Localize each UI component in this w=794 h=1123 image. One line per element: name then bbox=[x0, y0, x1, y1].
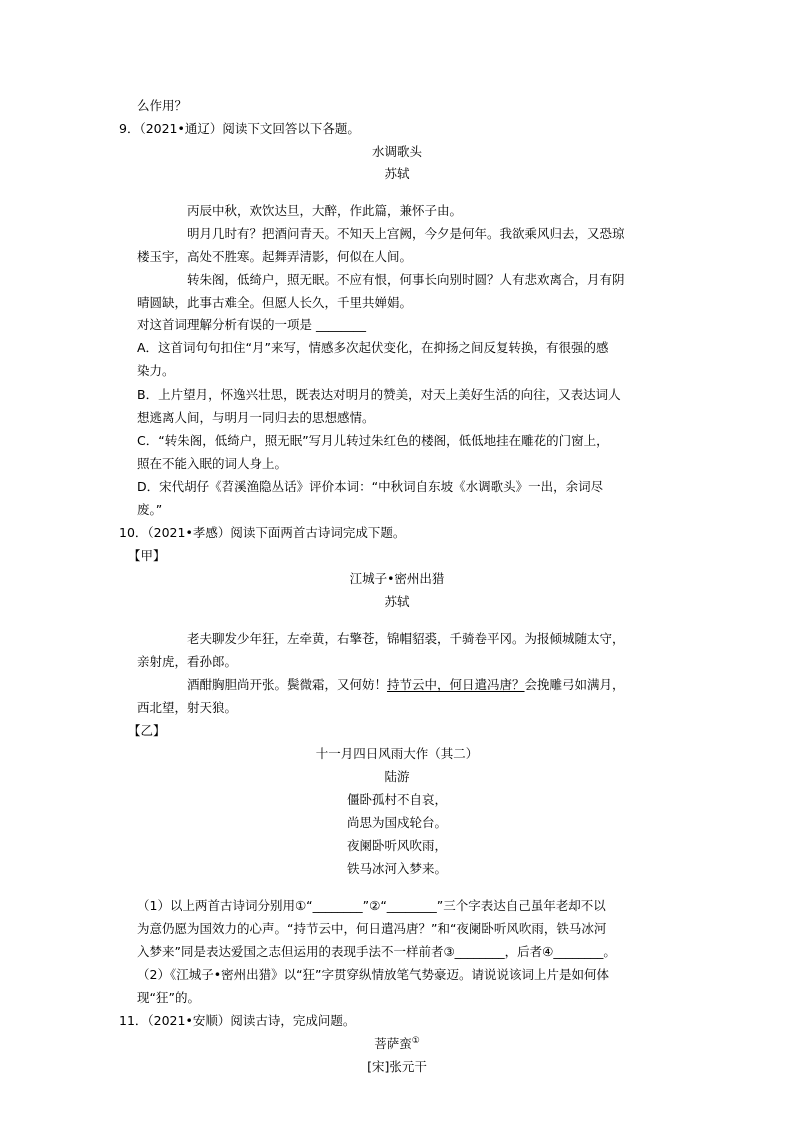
poem-title: 江城子•密州出猎 bbox=[349, 571, 445, 586]
sub-question-2: （2）《江城子•密州出猎》以“狂”字贯穿纵情放笔气势豪迈。请说说该词上片是如何体 bbox=[137, 967, 610, 982]
footnote-marker: ① bbox=[411, 1035, 420, 1046]
poem-title: 十一月四日风雨大作（其二） bbox=[315, 746, 479, 761]
question-11-heading: 11．（2021•安顺）阅读古诗，完成问题。 bbox=[119, 1013, 356, 1028]
question-9-heading: 9．（2021•通辽）阅读下文回答以下各题。 bbox=[119, 121, 360, 136]
poem-title bbox=[0, 1035, 794, 1051]
poem-title: 水调歌头 bbox=[371, 144, 422, 159]
option-b: B．上片望月，怀逸兴壮思，既表达对明月的赞美，对天上美好生活的向往，又表达词人 bbox=[137, 387, 621, 402]
option-a: A．这首词句句扣住“月”来写，情感多次起伏变化，在抑扬之间反复转换，有很强的感 bbox=[137, 340, 609, 355]
poem-line: 老夫聊发少年狂，左牵黄，右擎苍，锦帽貂裘，千骑卷平冈。为报倾城随太守， bbox=[187, 631, 625, 646]
question-10-heading: 10．（2021•孝感）阅读下面两首古诗词完成下题。 bbox=[119, 525, 406, 540]
poem-line: 西北望，射天狼。 bbox=[137, 700, 238, 715]
option-b-cont: 想逃离人间，与明月一同归去的思想感情。 bbox=[137, 410, 375, 425]
underlined-phrase: 持节云中，何日遣冯唐？ bbox=[387, 677, 525, 692]
poem-preface: 丙辰中秋，欢饮达旦，大醉，作此篇，兼怀子由。 bbox=[187, 203, 463, 218]
poem-line: 尚思为国戍轮台。 bbox=[346, 815, 447, 830]
sub-question-1-cont: 入梦来”同是表达爱国之志但运用的表现手法不一样前者③________，后者④________。 bbox=[137, 944, 616, 959]
poem-author: 苏轼 bbox=[384, 594, 410, 609]
poem-title-text: 菩萨蛮 bbox=[374, 1036, 412, 1051]
text-line: 么作用？ bbox=[137, 98, 188, 113]
poem-author: [宋]张元干 bbox=[367, 1059, 427, 1074]
option-c-cont: 照在不能入眠的词人身上。 bbox=[137, 456, 288, 471]
poem-segment: 酒酣胸胆尚开张。鬓微霜，又何妨！ bbox=[187, 677, 388, 692]
poem-line: 晴圆缺，此事古难全。但愿人长久，千里共婵娟。 bbox=[137, 295, 413, 310]
poem-author: 陆游 bbox=[384, 769, 410, 784]
poem-line bbox=[187, 679, 625, 692]
sub-question-2-cont: 现“狂”的。 bbox=[137, 990, 200, 1005]
section-yi: 【乙】 bbox=[128, 723, 166, 738]
poem-line: 转朱阁，低绮户，照无眠。不应有恨，何事长向别时圆？人有悲欢离合，月有阴 bbox=[187, 272, 625, 287]
poem-segment: 会挽雕弓如满月， bbox=[524, 677, 625, 692]
option-a-cont: 染力。 bbox=[137, 363, 175, 378]
question-prompt: 对这首词理解分析有误的一项是 ________ bbox=[137, 317, 366, 332]
poem-author: 苏轼 bbox=[384, 166, 410, 181]
option-d-cont: 废。” bbox=[137, 502, 163, 517]
poem-line: 楼玉宇，高处不胜寒。起舞弄清影，何似在人间。 bbox=[137, 249, 413, 264]
poem-line: 铁马冰河入梦来。 bbox=[346, 861, 447, 876]
poem-line: 明月几时有？把酒问青天。不知天上宫阙，今夕是何年。我欲乘风归去，又恐琼 bbox=[187, 226, 625, 241]
sub-question-1-cont: 为意仍愿为国效力的心声。“持节云中，何日遣冯唐？”和“夜阑卧听风吹雨，铁马冰河 bbox=[137, 921, 607, 936]
option-d: D．宋代胡仔《苕溪渔隐丛话》评价本词：“中秋词自东坡《水调歌头》一出，余词尽 bbox=[137, 479, 604, 494]
section-jia: 【甲】 bbox=[128, 548, 166, 563]
poem-line: 亲射虎，看孙郎。 bbox=[137, 654, 238, 669]
option-c: C．“转朱阁，低绮户，照无眠”写月儿转过朱红色的楼阁，低低地挂在雕花的门窗上， bbox=[137, 433, 609, 448]
sub-question-1: （1）以上两首古诗词分别用①“________”②“________”三个字表达自己虽年老却不以 bbox=[137, 898, 606, 913]
poem-line: 夜阑卧听风吹雨， bbox=[346, 838, 447, 853]
poem-line: 僵卧孤村不自哀， bbox=[346, 792, 447, 807]
